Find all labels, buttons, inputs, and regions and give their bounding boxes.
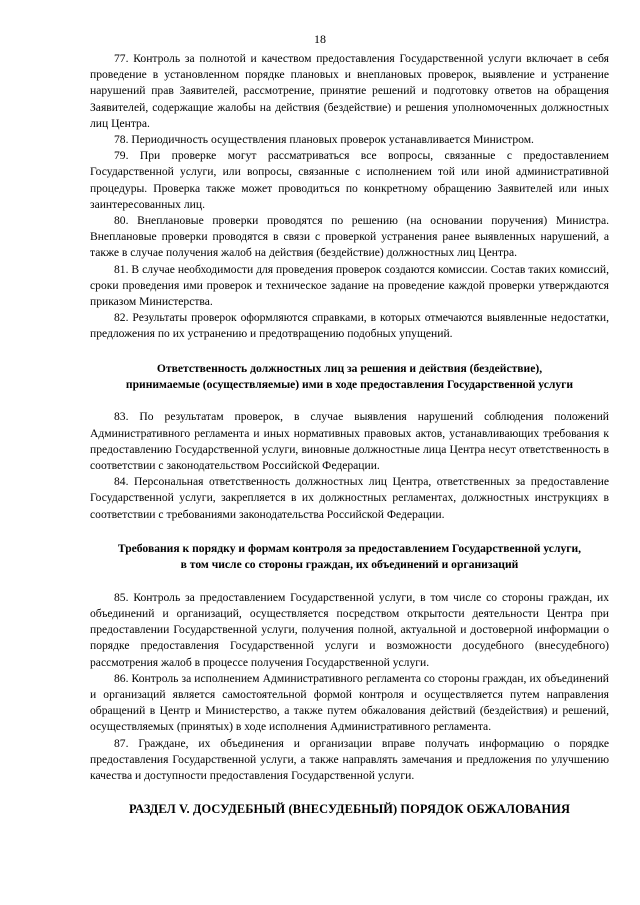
paragraph-82: 82. Результаты проверок оформляются справками, в которых отмечаются выявленные недостатки, предложения по их устранению и предотвращению подобных упущений. <box>90 311 609 341</box>
paragraph-87: 87. Граждане, их объединения и организации вправе получать информацию о порядке предоставления Государственной услуги, а также направлять замечания и предложения по улучшению качества и доступности предоставления Государственной услуги. <box>90 736 609 782</box>
paragraph-80: 80. Внеплановые проверки проводятся по решению (на основании поручения) Министра. Внеплановые проверки проводятся в связи с проверкой устранения ранее выявленных нарушений, а также в случае получения жалоб на действия (бездействие) должностных лиц Центра. <box>90 214 609 260</box>
paragraph-83: 83. По результатам проверок, в случае выявления нарушений соблюдения положений Административного регламента и иных нормативных правовых актов, устанавливающих требования к предоставлению Государственной услуги, виновные должностные лица Центра несут ответственность в соответствии с законодательством Российской Федерации. <box>90 410 609 473</box>
paragraph-84: 84. Персональная ответственность должностных лиц Центра, ответственных за предоставление Государственной услуги, закрепляется в их должностных регламентах, должностных инструкциях в соответствии с требованиями законодательства Российской Федерации. <box>90 475 609 521</box>
paragraph-86: 86. Контроль за исполнением Административного регламента со стороны граждан, их объединений и организаций является самостоятельной формой контроля и осуществляется путем направления обращений в Центр и Министерство, а также путем обжалования действий (бездействия) и решений, осуществляемых (принятых) в ходе исполнения Административного регламента. <box>90 671 609 734</box>
paragraph-77: 77. Контроль за полнотой и качеством предоставления Государственной услуги включает в себя проведение в установленном порядке плановых и внеплановых проверок, выявление и устранение нарушений прав Заявителей, рассмотрение, принятие решений и подготовку ответов на обращения Заявителей, содержащие жалобы на действия (бездействие) и решения уполномоченных должностных лиц Центра. <box>90 52 609 130</box>
section-title: РАЗДЕЛ V. ДОСУДЕБНЫЙ (ВНЕСУДЕБНЫЙ) ПОРЯДОК ОБЖАЛОВАНИЯ <box>129 802 570 817</box>
paragraph-81: 81. В случае необходимости для проведения проверок создаются комиссии. Состав таких комиссий, сроки проведения ими проверок и техническое задание на проведение каждой проверки утверждаются приказом Министерства. <box>90 262 609 309</box>
heading-control-line-2: в том числе со стороны граждан, их объединений и организаций <box>180 558 519 572</box>
page-content <box>90 51 609 817</box>
heading-control-line-1: Требования к порядку и формам контроля за предоставлением Государственной услуги, <box>117 541 582 555</box>
heading-responsibility-line-2: принимаемые (осуществляемые) ими в ходе предоставления Государственной услуги <box>125 378 574 392</box>
paragraph-78: 78. Периодичность осуществления плановых проверок устанавливается Министром. <box>114 133 534 147</box>
paragraph-85: 85. Контроль за предоставлением Государственной услуги, в том числе со стороны граждан, их объединений и организаций, осуществляется посредством открытости деятельности Центра при предоставлении Государственной услуги, получения полной, актуальной и достоверной информации о порядке предоставления Государственной услуги и возможности досудебного (внесудебного) рассмотрения жалоб в процессе получения Государственной услуги. <box>90 590 609 669</box>
paragraph-79: 79. При проверке могут рассматриваться все вопросы, связанные с предоставлением Государственной услуги, или вопросы, связанные с исполнением той или иной административной процедуры. Проверка также может проводиться по конкретному обращению Заявителей или иных заинтересованных лиц. <box>90 149 609 211</box>
heading-responsibility-line-1: Ответственность должностных лиц за решения и действия (бездействие), <box>156 361 543 375</box>
heading-control-requirements <box>90 541 609 574</box>
page-number: 18 <box>314 32 326 46</box>
heading-responsibility <box>90 361 609 394</box>
